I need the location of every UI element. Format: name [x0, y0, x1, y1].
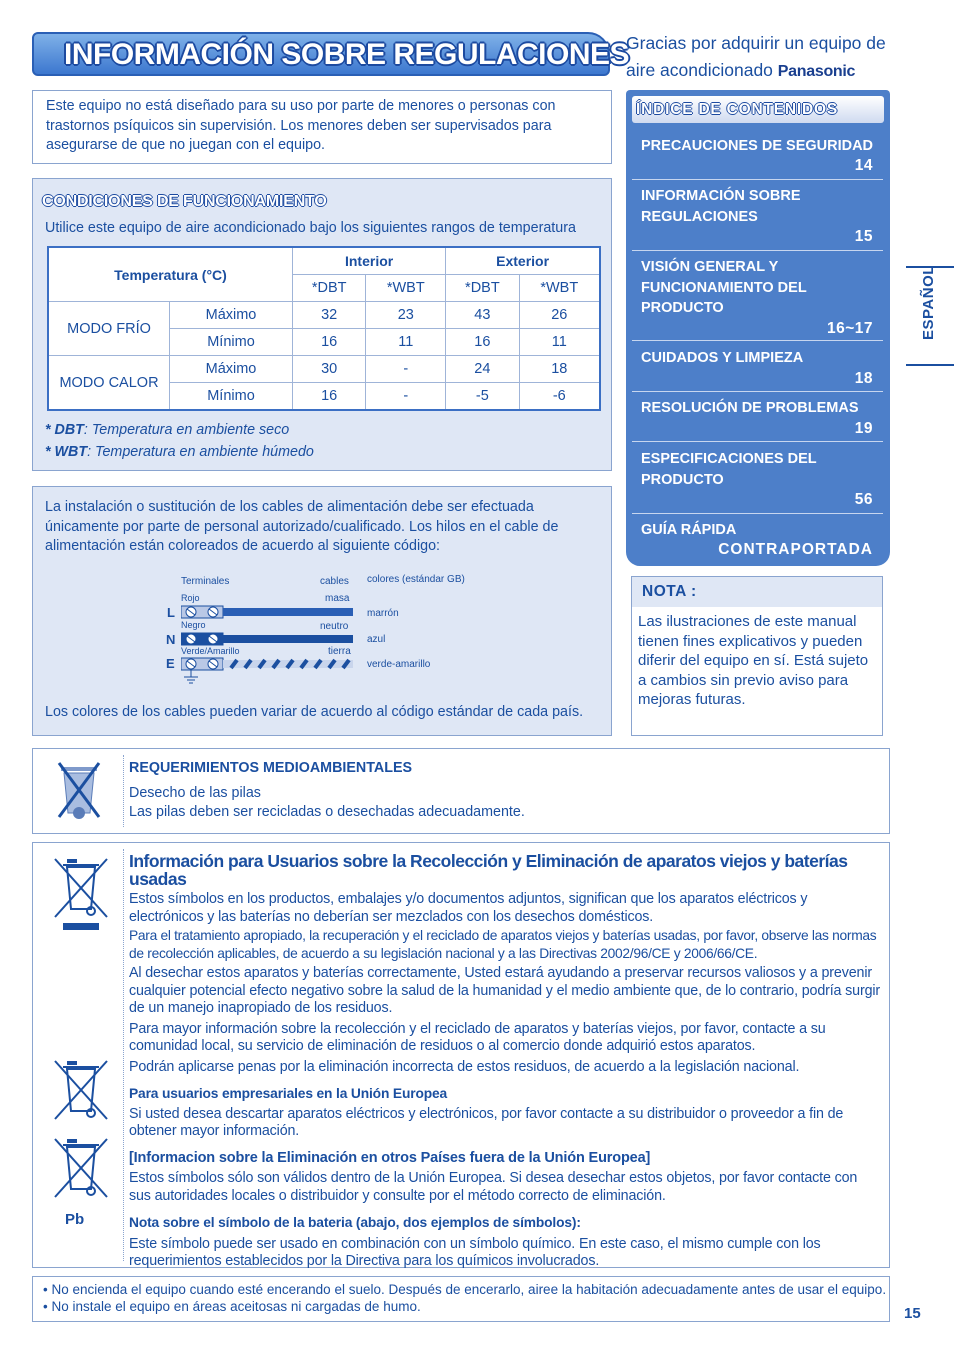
toc-item-vision-general[interactable] [641, 257, 883, 337]
operating-conditions-subtitle: Utilice este equipo de aire acondicionado bajo los siguientes rangos de temperatura [45, 220, 576, 236]
abbreviation-notes [45, 419, 314, 463]
table-cell: 11 [519, 329, 600, 356]
toc-divider [632, 250, 883, 251]
non-eu-text: Estos símbolos sólo son válidos dentro de la Unión Europea. Si desea desechar estos objetos, por favor contacte con sus autoridades locales o distribuidor y consulte por el método correcto de eliminación. [129, 1170, 858, 1204]
toc-item-resolucion[interactable] [641, 398, 883, 437]
terminal-letter-n: N [166, 632, 176, 647]
toc-divider [632, 340, 883, 341]
environmental-section [32, 748, 890, 834]
table-cell: 11 [366, 329, 446, 356]
earth-wire-icon [181, 657, 356, 685]
toc-item-especificaciones[interactable] [641, 449, 883, 508]
environmental-line: Las pilas deben ser recicladas o desechadas adecuadamente. [129, 804, 525, 820]
non-eu-title: [Informacion sobre la Eliminación en otros Países fuera de la Unión Europea] [129, 1149, 651, 1166]
toc-item-cuidados[interactable] [641, 348, 883, 387]
environmental-body [129, 784, 829, 822]
page-number: 15 [904, 1305, 921, 1322]
table-cell: 16 [293, 383, 366, 411]
toc-item-guia-rapida[interactable] [641, 520, 883, 558]
toc-item-page: 56 [854, 491, 873, 508]
table-cell: -6 [519, 383, 600, 411]
weee-paragraph: Para el tratamiento apropiado, la recuperación y el reciclado de aparatos viejos y baterías usadas, por favor, observe las normas de recolección aplicables, de acuerdo a su legislación nacional y a las Directivas 2002/96/CE y 2006/66/CE. [129, 928, 877, 961]
table-cell: 16 [446, 329, 519, 356]
toc-item-page: 16~17 [826, 320, 873, 337]
table-cell: 23 [366, 302, 446, 329]
footer-notes [32, 1276, 890, 1322]
wiring-diagram [166, 571, 493, 691]
toc-item-label: GUÍA RÁPIDA [641, 522, 737, 538]
nota-header [632, 577, 882, 607]
toc-title: ÍNDICE DE CONTENIDOS [636, 101, 839, 118]
table-cell: - [366, 383, 446, 411]
eu-business-text: Si usted desea descartar aparatos eléctricos y electrónicos, por favor contacte a su distribuidor o proveedor a fin de obtener mayor información. [129, 1105, 844, 1139]
toc-divider [632, 441, 883, 442]
language-tab [906, 266, 954, 366]
neutral-wire-icon [181, 632, 356, 646]
table-cell: 26 [519, 302, 600, 329]
mode-cold-label: MODO FRÍO [48, 302, 170, 356]
mode-heat-label: MODO CALOR [48, 356, 170, 411]
table-cell: 43 [446, 302, 519, 329]
toc-item-label: ESPECIFICACIONES DEL PRODUCTO [641, 451, 817, 488]
page-title: INFORMACIÓN SOBRE REGULACIONES [64, 38, 630, 71]
toc-divider [632, 391, 883, 392]
table-cell: 18 [519, 356, 600, 383]
dbt-header: *DBT [446, 275, 519, 302]
toc-item-page: 18 [854, 370, 873, 387]
environmental-title: REQUERIMIENTOS MEDIOAMBIENTALES [129, 760, 413, 776]
gb-color: azul [367, 634, 386, 645]
toc-item-label: VISIÓN GENERAL Y FUNCIONAMIENTO DEL PRODUCTO [641, 259, 807, 316]
toc-item-precauciones[interactable] [641, 136, 883, 174]
row-label: Mínimo [170, 329, 293, 356]
toc-divider [632, 179, 883, 180]
table-cell: 16 [293, 329, 366, 356]
cable-type: tierra [328, 646, 351, 657]
brand-logo: Panasonic [777, 63, 856, 80]
cables-label: cables [320, 576, 349, 587]
nota-text: Las ilustraciones de este manual tienen fines explicativos y pueden diferir del equipo en sí. Está sujeto a cambios sin previo aviso para mejoras futuras. [638, 613, 869, 708]
colors-label: colores (estándar GB) [367, 574, 465, 585]
toc-item-page: 14 [854, 157, 873, 174]
toc-item-label: RESOLUCIÓN DE PROBLEMAS [641, 400, 859, 416]
supervision-warning-text: Este equipo no está diseñado para su uso por parte de menores o personas con trastornos psíquicos sin supervisión. Los menores deben ser supervisados para asegurarse de que no juegan con el equipo. [46, 98, 556, 153]
cable-type: neutro [320, 621, 349, 632]
toc-item-label: PRECAUCIONES DE SEGURIDAD [641, 138, 874, 154]
dbt-header: *DBT [293, 275, 366, 302]
terminals-label: Terminales [181, 576, 230, 587]
environmental-line: Desecho de las pilas [129, 785, 261, 801]
wbt-header: *WBT [366, 275, 446, 302]
wbt-header: *WBT [519, 275, 600, 302]
interior-header: Interior [293, 247, 446, 275]
wiring-section [32, 486, 612, 736]
table-cell: 24 [446, 356, 519, 383]
table-cell: 32 [293, 302, 366, 329]
terminal-letter-l: L [167, 605, 175, 620]
toc-divider [632, 513, 883, 514]
note-text: : Temperatura en ambiente seco [83, 422, 290, 438]
nota-title: NOTA : [642, 583, 697, 600]
section-divider [123, 849, 124, 1261]
operating-conditions-title: CONDICIONES DE FUNCIONAMIENTO [42, 193, 327, 210]
toc-item-label: CUIDADOS Y LIMPIEZA [641, 350, 804, 366]
wire-color-red: Rojo [181, 593, 200, 603]
note-text: : Temperatura en ambiente húmedo [87, 444, 314, 460]
intro-message: Gracias por adquirir un equipo de aire acondicionado [626, 33, 886, 80]
row-label: Máximo [170, 302, 293, 329]
intro-text [626, 30, 896, 85]
note-key: * DBT [45, 422, 84, 438]
wiring-intro: La instalación o sustitución de los cables de alimentación debe ser efectuada únicamente por parte de personal autorizado/cualificado. Los hilos en el cable de alimentación están coloreados de acuerdo al siguiente código: [45, 499, 559, 554]
live-wire-icon [181, 605, 356, 619]
weee-paragraph: Para mayor información sobre la recolección y el reciclado de aparatos y baterías viejos, por favor, contacte a su comunidad local, su servicio de eliminación de residuos o al comercio donde adquirió estos aparatos. [129, 1020, 826, 1054]
battery-symbol-text: Este símbolo puede ser usado en combinación con un símbolo químico. En este caso, el mismo cumple con los requerimientos establecidos por la Directiva para los químicos involucrados. [129, 1235, 821, 1269]
weee-paragraph: Estos símbolos en los productos, embalajes y/o documentos adjuntos, significan que los aparatos eléctricos y electrónicos y las baterías no deberían ser mezclados con los desechos domésticos. [129, 891, 808, 925]
footer-note: • No encienda el equipo cuando esté encerando el suelo. Después de encerarlo, airee la habitación adecuadamente antes de usar el equipo. [43, 1282, 887, 1297]
battery-symbol-title: Nota sobre el símbolo de la bateria (abajo, dos ejemplos de símbolos): [129, 1215, 581, 1230]
toc-item-page: CONTRAPORTADA [718, 541, 873, 558]
wiring-note: Los colores de los cables pueden variar de acuerdo al código estándar de cada país. [45, 704, 584, 720]
crossed-bin-icon [53, 853, 109, 933]
note-key: * WBT [45, 444, 88, 460]
page-title-banner [32, 32, 630, 76]
temp-header: Temperatura (°C) [48, 247, 293, 302]
crossed-bin-battery-icon [53, 1133, 109, 1203]
toc-item-label: INFORMACIÓN SOBRE REGULACIONES [641, 188, 801, 225]
weee-section [32, 842, 890, 1268]
operating-conditions-section [32, 178, 612, 471]
table-cell: 30 [293, 356, 366, 383]
toc-item-page: 19 [854, 420, 873, 437]
weee-heading: Información para Usuarios sobre la Recolección y Eliminación de aparatos viejos y baterías usadas [129, 851, 848, 889]
row-label: Mínimo [170, 383, 293, 411]
temperature-table [47, 246, 601, 411]
pb-chemical-label: Pb [65, 1211, 85, 1228]
wire-color-green-yellow: Verde/Amarillo [181, 646, 240, 656]
wire-color-black: Negro [181, 620, 206, 630]
crossed-battery-bin-icon [55, 759, 103, 821]
toc-item-regulaciones[interactable] [641, 186, 883, 245]
weee-paragraph: Podrán aplicarse penas por la eliminación incorrecta de estos residuos, de acuerdo a la legislación nacional. [129, 1058, 800, 1075]
weee-content [129, 853, 881, 1271]
footer-note: • No instale el equipo en áreas aceitosas ni cargadas de humo. [43, 1299, 421, 1314]
gb-color: marrón [367, 608, 399, 619]
cable-type: masa [325, 593, 350, 604]
terminal-letter-e: E [166, 656, 175, 671]
row-label: Máximo [170, 356, 293, 383]
section-divider [123, 755, 124, 827]
toc-header [632, 96, 884, 123]
weee-paragraph: Al desechar estos aparatos y baterías correctamente, Usted estará ayudando a preservar recursos valiosos y a prevenir cualquier potencial efecto negativo sobre la salud de la humanidad y el medio ambiente que, de lo contrario, podría surgir de un manejo inapropiado de los residuos. [129, 965, 881, 1016]
supervision-warning-box [32, 90, 612, 164]
table-cell: -5 [446, 383, 519, 411]
eu-business-title: Para usuarios empresariales en la Unión Europea [129, 1086, 448, 1101]
toc-item-page: 15 [854, 228, 873, 245]
gb-color: verde-amarillo [367, 659, 431, 670]
table-cell: - [366, 356, 446, 383]
language-label: ESPAÑOL [920, 265, 937, 340]
crossed-bin-icon [53, 1055, 109, 1135]
exterior-header: Exterior [446, 247, 600, 275]
